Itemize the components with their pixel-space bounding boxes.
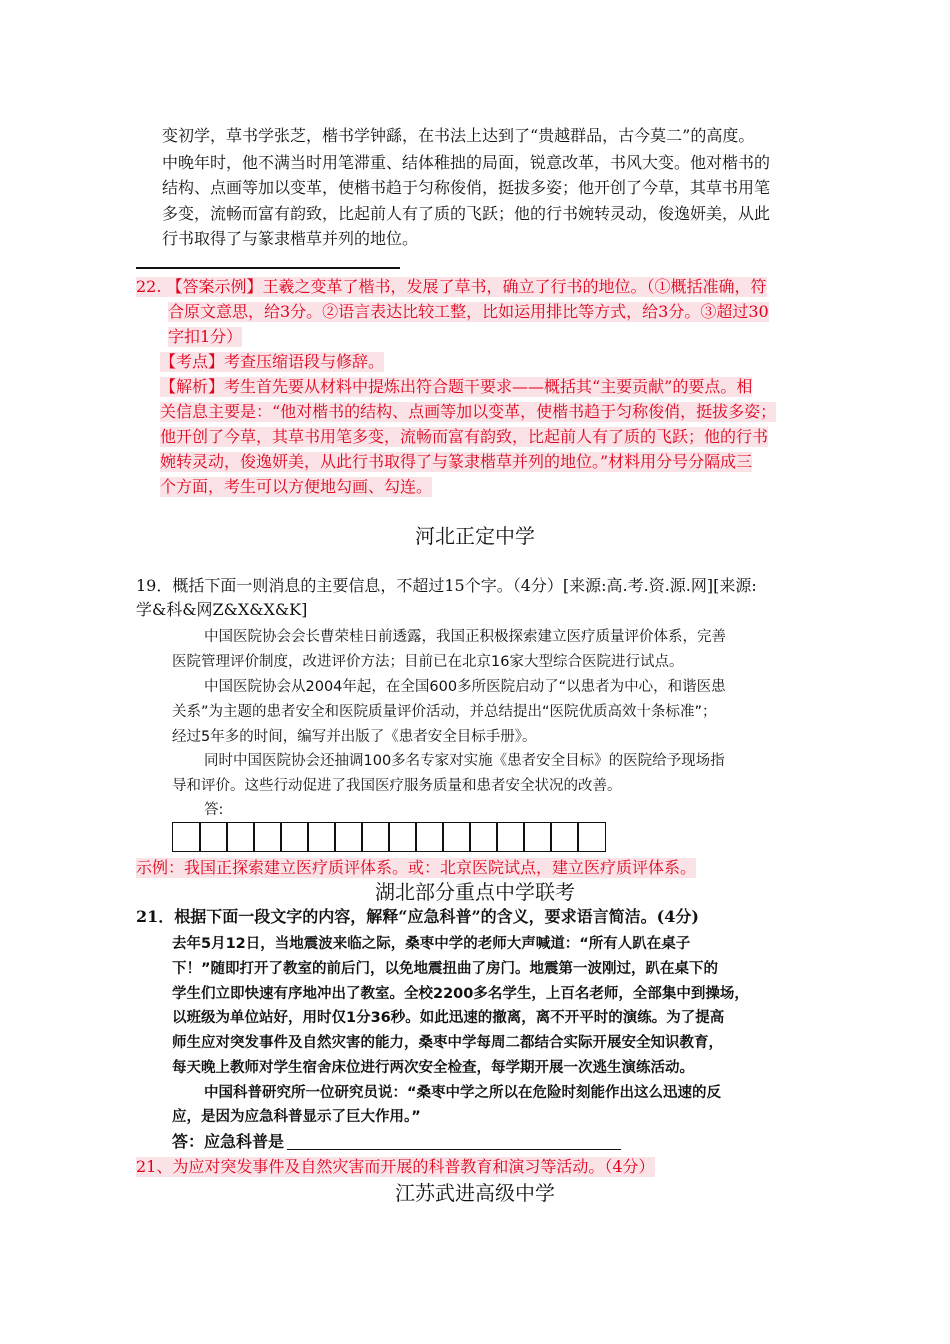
- answer-grid[interactable]: [172, 822, 604, 852]
- answer-box[interactable]: [388, 822, 417, 852]
- answer-box[interactable]: [496, 822, 525, 852]
- text-line: 结构、点画等加以变革，使楷书趋于匀称俊俏，挺拔多姿；他开创了今草，其草书用笔: [162, 178, 771, 197]
- answer22-line: 字扣1分）: [168, 327, 243, 346]
- answer22-line: 【解析】考生首先要从材料中提炼出符合题干要求——概括其“主要贡献”的要点。相: [160, 377, 753, 396]
- question19-line: 导和评价。这些行动促进了我国医疗服务质量和患者安全状况的改善。: [172, 778, 622, 794]
- question19-line: 经过5年多的时间，编写并出版了《患者安全目标手册》。: [172, 729, 537, 745]
- answer-label: 答:: [204, 802, 224, 818]
- question19-line: 19．概括下面一则消息的主要信息，不超过15个字。（4分）[来源:高.考.资.源.网][来源:: [136, 576, 757, 595]
- question21-line: 应，是因为应急科普显示了巨大作用。”: [172, 1109, 421, 1125]
- text-line: 中晚年时，他不满当时用笔滞重、结体稚拙的局面，锐意改革，书风大变。他对楷书的: [162, 153, 771, 172]
- answer-box[interactable]: [577, 822, 606, 852]
- answer21: 21、为应对突发事件及自然灾害而开展的科普教育和演习等活动。（4分）: [136, 1157, 655, 1176]
- horizontal-rule: [136, 267, 400, 269]
- answer22-line: 22. 【答案示例】王羲之变革了楷书，发展了草书，确立了行书的地位。（①概括准确，符: [136, 277, 767, 296]
- answer-box[interactable]: [334, 822, 363, 852]
- answer-box[interactable]: [523, 822, 552, 852]
- question21-line: 每天晚上教师对学生宿舍床位进行两次安全检查，每学期开展一次逃生演练活动。: [172, 1060, 694, 1076]
- answer22-line: 【考点】考查压缩语段与修辞。: [160, 352, 385, 371]
- answer22-line: 他开创了今草，其草书用笔多变，流畅而富有韵致，比起前人有了质的飞跃；他的行书: [160, 427, 769, 446]
- question21-line: 21．根据下面一段文字的内容，解释“应急科普”的含义，要求语言简洁。(4分): [136, 907, 699, 926]
- question19-line: 同时中国医院协会还抽调100多名专家对实施《患者安全目标》的医院给予现场指: [204, 753, 725, 769]
- answer-underline[interactable]: [287, 1148, 621, 1150]
- question21-line: 学生们立即快速有序地冲出了教室。全校2200多名学生，上百名老师，全部集中到操场，: [172, 986, 749, 1002]
- text-line: 变初学，草书学张芝，楷书学钟繇，在书法上达到了“贵越群品，古今莫二”的高度。: [162, 126, 755, 145]
- text-line: 行书取得了与篆隶楷草并列的地位。: [162, 229, 419, 248]
- section-heading: 江苏武进高级中学: [395, 1181, 555, 1205]
- answer22-line: 合原文意思，给3分。②语言表达比较工整，比如运用排比等方式，给3分。③超过30: [168, 302, 769, 321]
- answer-box[interactable]: [469, 822, 498, 852]
- answer-box[interactable]: [550, 822, 579, 852]
- answer22-line: 关信息主要是：“他对楷书的结构、点画等加以变革，使楷书趋于匀称俊俏，挺拔多姿；: [160, 402, 777, 421]
- answer-box[interactable]: [361, 822, 390, 852]
- answer-box[interactable]: [253, 822, 282, 852]
- question19-line: 关系”为主题的患者安全和医院质量评价活动，并总结提出“医院优质高效十条标准”；: [172, 704, 717, 720]
- answer22-line: 个方面，考生可以方便地勾画、勾连。: [160, 477, 433, 496]
- question19-line: 学&科&网Z&X&X&K]: [136, 600, 308, 619]
- answer-label: 答：应急科普是: [172, 1132, 285, 1151]
- text-line: 多变，流畅而富有韵致，比起前人有了质的飞跃；他的行书婉转灵动，俊逸妍美，从此: [162, 204, 771, 223]
- answer-box[interactable]: [199, 822, 228, 852]
- answer-box[interactable]: [442, 822, 471, 852]
- section-heading: 河北正定中学: [415, 524, 535, 548]
- answer22-line: 婉转灵动，俊逸妍美，从此行书取得了与篆隶楷草并列的地位。”材料用分号分隔成三: [160, 452, 753, 471]
- question19-line: 中国医院协会从2004年起，在全国600多所医院启动了“以患者为中心，和谐医患: [204, 679, 726, 695]
- question19-line: 医院管理评价制度，改进评价方法；目前已在北京16家大型综合医院进行试点。: [172, 654, 684, 670]
- question21-line: 去年5月12日，当地震波来临之际，桑枣中学的老师大声喊道：“所有人趴在桌子: [172, 936, 691, 952]
- question19-line: 中国医院协会会长曹荣桂日前透露，我国正积极探索建立医疗质量评价体系，完善: [204, 629, 726, 645]
- answer-box[interactable]: [226, 822, 255, 852]
- answer-box[interactable]: [172, 822, 201, 852]
- section-heading: 湖北部分重点中学联考: [375, 880, 575, 904]
- answer-box[interactable]: [280, 822, 309, 852]
- question21-line: 中国科普研究所一位研究员说：“桑枣中学之所以在危险时刻能作出这么迅速的反: [204, 1085, 722, 1101]
- question21-line: 下！”随即打开了教室的前后门，以免地震扭曲了房门。地震第一波刚过，趴在桌下的: [172, 961, 719, 977]
- question21-line: 师生应对突发事件及自然灾害的能力，桑枣中学每周二都结合实际开展安全知识教育，: [172, 1035, 723, 1051]
- answer19-example: 示例：我国正探索建立医疗质评体系。或：北京医院试点，建立医疗质评体系。: [136, 858, 697, 877]
- question21-line: 以班级为单位站好，用时仅1分36秒。如此迅速的撤离，离不开平时的演练。为了提高: [172, 1010, 725, 1026]
- answer-box[interactable]: [307, 822, 336, 852]
- answer-box[interactable]: [415, 822, 444, 852]
